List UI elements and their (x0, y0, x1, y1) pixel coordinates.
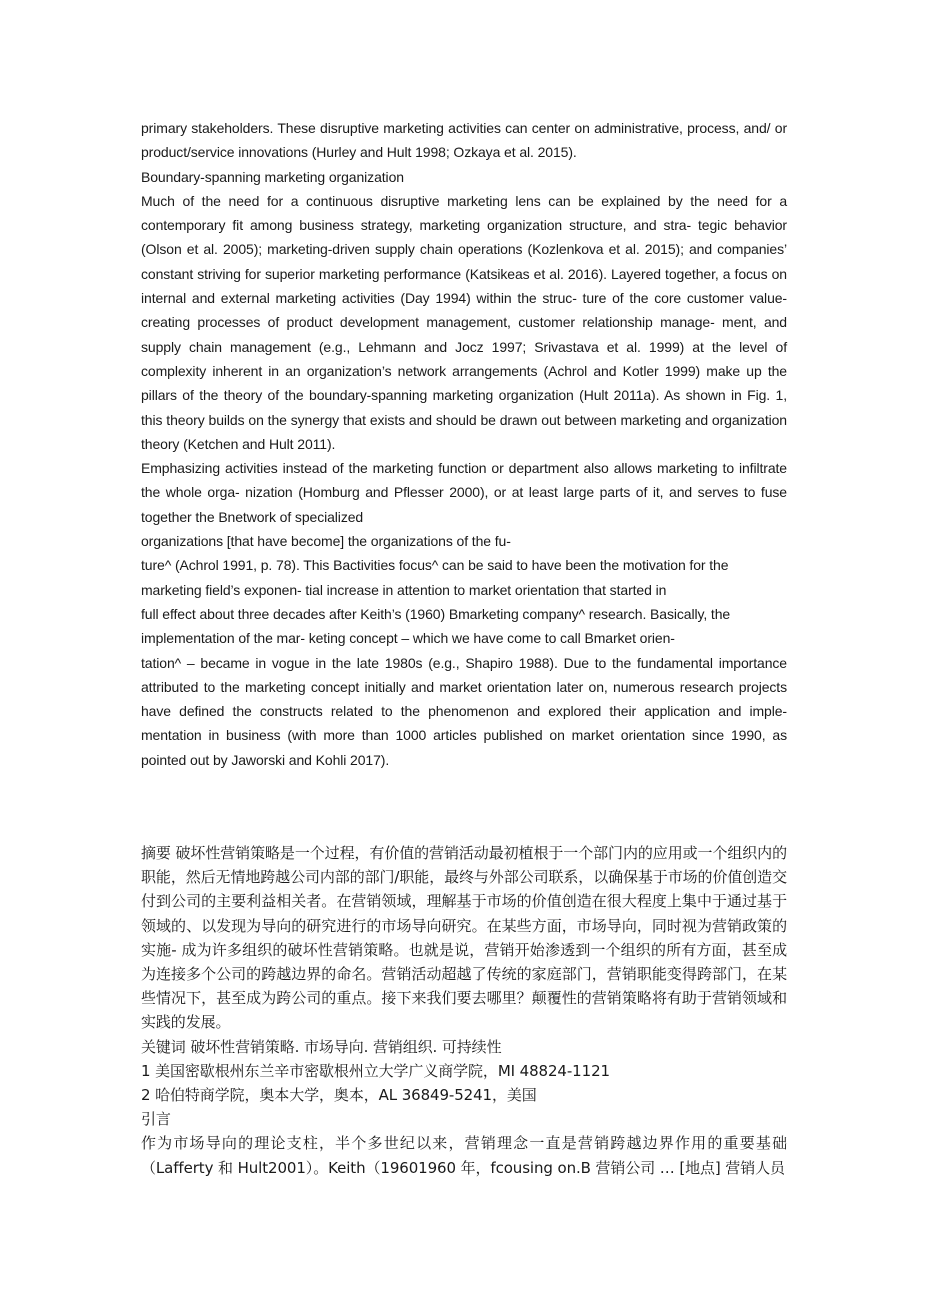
abstract-paragraph: 摘要 破坏性营销策略是一个过程，有价值的营销活动最初植根于一个部门内的应用或一个组织内的职能，然后无情地跨越公司内部的部门/职能，最终与外部公司联系，以确保基于市场的价值创造交付到公司的主要利益相关者。在营销领域，理解基于市场的价值创造在很大程度上集中于通过基于领域的、以发现为导向的研究进行的市场导向研究。在某些方面，市场导向，同时视为营销政策的实施- 成为许多组织的破坏性营销策略。也就是说，营销开始渗透到一个组织的所有方面，甚至成为连接多个公司的跨越边界的命名。营销活动超越了传统的家庭部门，营销职能变得跨部门，在某些情况下，甚至成为跨公司的重点。接下来我们要去哪里？颠覆性的营销策略将有助于营销领域和实践的发展。 (141, 844, 787, 1032)
section-heading: Boundary-spanning marketing organization (141, 168, 404, 185)
paragraph-activities-emphasis: Emphasizing activities instead of the marketing function or department also allows marketing to infiltrate the whole orga- nization (Homburg and Pflesser 2000), or at least large parts of it, and serves to fuse together the Bnetwork of specialized (141, 460, 787, 525)
affiliation-1: 1 美国密歇根州东兰辛市密歇根州立大学广义商学院，MI 48824-1121 (141, 1061, 610, 1080)
paragraph-stakeholders: primary stakeholders. These disruptive marketing activities can center on administrative, process, and/ or product/service innovations (Hurley and Hult 1998; Ozkaya et al. 2015). (141, 120, 787, 161)
paragraph-disruptive-lens: Much of the need for a continuous disruptive marketing lens can be explained by the need for a contemporary fit among business strategy, marketing organization structure, and stra- tegic behavior (Olson et al. 2005); marketing-driven supply chain operations (Kozlenkova et al. 2015); and companies’ constant striving for superior marketing performance (Katsikeas et al. 2016). Layered together, a focus on internal and external marketing activities (Day 1994) within the struc- ture of the core customer value-creating processes of product development management, customer relationship manage- ment, and supply chain management (e.g., Lehmann and Jocz 1997; Srivastava et al. 1999) at the level of complexity inherent in an organization’s network arrangements (Achrol and Kotler 1999) make up the pillars of the theory of the boundary-spanning marketing organization (Hult 2011a). As shown in Fig. 1, this theory builds on the synergy that exists and should be drawn out between marketing and organization theory (Ketchen and Hult 2011). (141, 192, 787, 452)
paragraph-fragment-marketing-concept: full effect about three decades after Keith’s (1960) Bmarketing company^ research. Basically, the implementation of the mar- keting concept – which we have come to call Bmarket orien- (141, 605, 731, 647)
intro-heading: 引言 (141, 1110, 171, 1129)
english-text-block (141, 116, 787, 772)
keywords-line: 关键词 破坏性营销策略. 市场导向. 营销组织. 可持续性 (141, 1037, 502, 1056)
paragraph-fragment-organizations: organizations [that have become] the organizations of the fu- (141, 533, 511, 550)
affiliation-2: 2 哈伯特商学院，奥本大学，奥本，AL 36849-5241，美国 (141, 1086, 537, 1105)
chinese-text-block (141, 841, 787, 1180)
intro-paragraph: 作为市场导向的理论支柱，半个多世纪以来，营销理念一直是营销跨越边界作用的重要基础（Lafferty 和 Hult2001）。Keith（19601960 年，fcousing on.B 营销公司 … [地点] 营销人员 (141, 1134, 787, 1177)
paragraph-fragment-activities-focus: ture^ (Achrol 1991, p. 78). This Bactivities focus^ can be said to have been the motivation for the marketing field’s exponen- tial increase in attention to market orientation that started in (141, 557, 729, 598)
paragraph-market-orientation: tation^ – became in vogue in the late 1980s (e.g., Shapiro 1988). Due to the fundamental importance attributed to the marketing concept initially and market orientation later on, numerous research projects have defined the constructs related to the phenomenon and explored their application and imple- mentation in business (with more than 1000 articles published on market orientation since 1990, as pointed out by Jaworski and Kohli 2017). (141, 654, 787, 768)
